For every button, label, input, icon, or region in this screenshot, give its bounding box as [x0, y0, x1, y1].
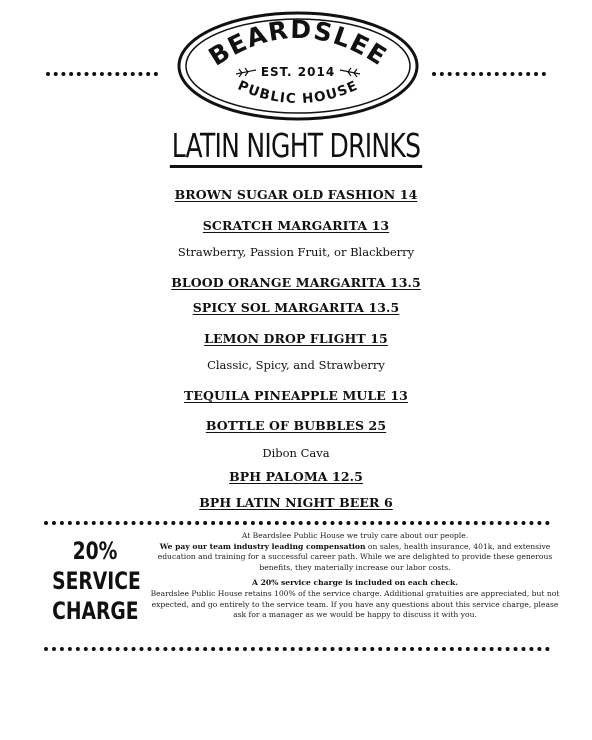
service-retains: Beardslee Public House retains 100% of the service charge. Additional gratuities are appreciated, but not expected, and go entirely to the service team. If you have any questions about this service charge, please ask for a manager as we would be happy to discuss it with you.	[150, 588, 560, 620]
menu-item-name: BPH PALOMA 12.5	[229, 469, 363, 484]
service-compensation: We pay our team industry leading compensation on sales, health insurance, 401k, and extensive education and training for a successful career path. While we are delighted to provide these generous benefits, they materially increase our labor costs.	[157, 541, 553, 572]
menu-item	[0, 328, 592, 347]
page-title	[71, 124, 521, 168]
menu-item	[0, 415, 592, 434]
top-right-dotted-rule	[432, 72, 546, 76]
menu-item	[0, 215, 592, 234]
logo-beardslee-public-house	[176, 10, 420, 122]
menu-item-description: Classic, Spicy, and Strawberry	[207, 358, 385, 372]
service-top-dotted-rule	[44, 521, 550, 525]
menu-item-name: LEMON DROP FLIGHT 15	[204, 331, 388, 346]
wheat-left-icon	[236, 68, 256, 77]
menu-item-description: Dibon Cava	[262, 446, 330, 460]
logo-oval	[176, 10, 420, 122]
menu-item-name: BOTTLE OF BUBBLES 25	[205, 418, 387, 433]
service-charge-heading: 20% SERVICE CHARGE	[52, 537, 141, 625]
menu-item	[0, 466, 592, 485]
menu-item-name: SPICY SOL MARGARITA 13.5	[192, 300, 400, 315]
logo-name: BEARDSLEE	[203, 14, 393, 72]
menu-item-name: TEQUILA PINEAPPLE MULE 13	[184, 388, 408, 403]
menu-item	[0, 272, 592, 291]
menu-item	[0, 297, 592, 316]
menu-item	[0, 385, 592, 404]
menu-item	[0, 184, 592, 203]
logo-established: EST. 2014	[260, 65, 336, 79]
menu-item-name: BPH LATIN NIGHT BEER 6	[199, 495, 393, 510]
top-left-dotted-rule	[46, 72, 158, 76]
service-bottom-dotted-rule	[44, 647, 550, 651]
logo-subtitle: PUBLIC HOUSE	[235, 77, 361, 108]
service-intro: At Beardslee Public House we truly care about our people.	[241, 531, 469, 540]
service-included: A 20% service charge is included on each check.	[252, 578, 458, 588]
menu-item	[0, 492, 592, 511]
page-title-text: LATIN NIGHT DRINKS	[170, 126, 422, 168]
menu-item-description: Strawberry, Passion Fruit, or Blackberry	[177, 245, 415, 259]
service-charge-text	[150, 531, 560, 621]
menu-item-name: BROWN SUGAR OLD FASHION 14	[174, 187, 418, 202]
wheat-right-icon	[340, 68, 360, 77]
menu-item-name: BLOOD ORANGE MARGARITA 13.5	[171, 275, 421, 290]
menu-item-name: SCRATCH MARGARITA 13	[202, 218, 390, 233]
